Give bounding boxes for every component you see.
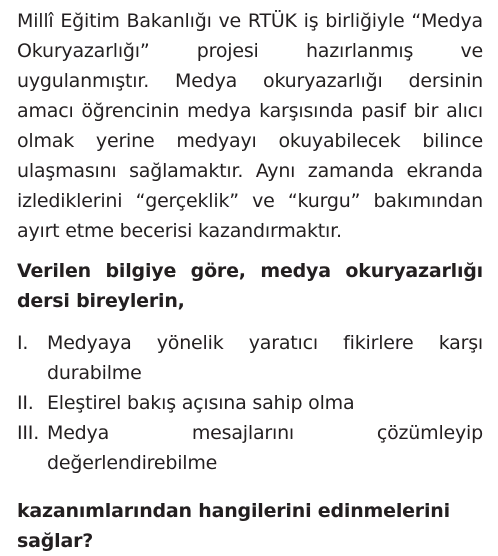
statement-item-1 bbox=[17, 328, 483, 388]
question-ending: kazanımlarından hangilerini edinmelerini sağlar? bbox=[17, 500, 450, 552]
statement-numeral: II. bbox=[17, 392, 34, 414]
statement-item-3 bbox=[17, 418, 483, 478]
statement-numeral: I. bbox=[17, 332, 29, 354]
statement-text: Medya mesajlarını çözümleyip değerlendirebilme bbox=[47, 422, 483, 474]
statement-text: Medyaya yönelik yaratıcı fikirlere karşı durabilme bbox=[47, 332, 483, 384]
statement-numeral: III. bbox=[17, 422, 40, 444]
question-stem: Verilen bilgiye göre, medya okuryazarlığı dersi bireylerin, bbox=[17, 260, 483, 312]
statement-item-2 bbox=[17, 388, 483, 418]
question-document bbox=[17, 6, 483, 556]
statement-text: Eleştirel bakış açısına sahip olma bbox=[47, 392, 355, 414]
passage-text: Millî Eğitim Bakanlığı ve RTÜK iş birliğiyle “Medya Okuryazarlığı” projesi hazırlanmış ve uygulanmıştır. Medya okuryazarlığı dersinin amacı öğrencinin medya karşısında pasif bir alıcı olmak yerine medyayı okuyabilecek bilince ulaşmasını sağlamaktır. Aynı zamanda ekranda izlediklerini “gerçeklik” ve “kurgu” bakımından ayırt etme becerisi kazandırmaktır. bbox=[17, 10, 483, 242]
statement-list bbox=[17, 328, 483, 478]
